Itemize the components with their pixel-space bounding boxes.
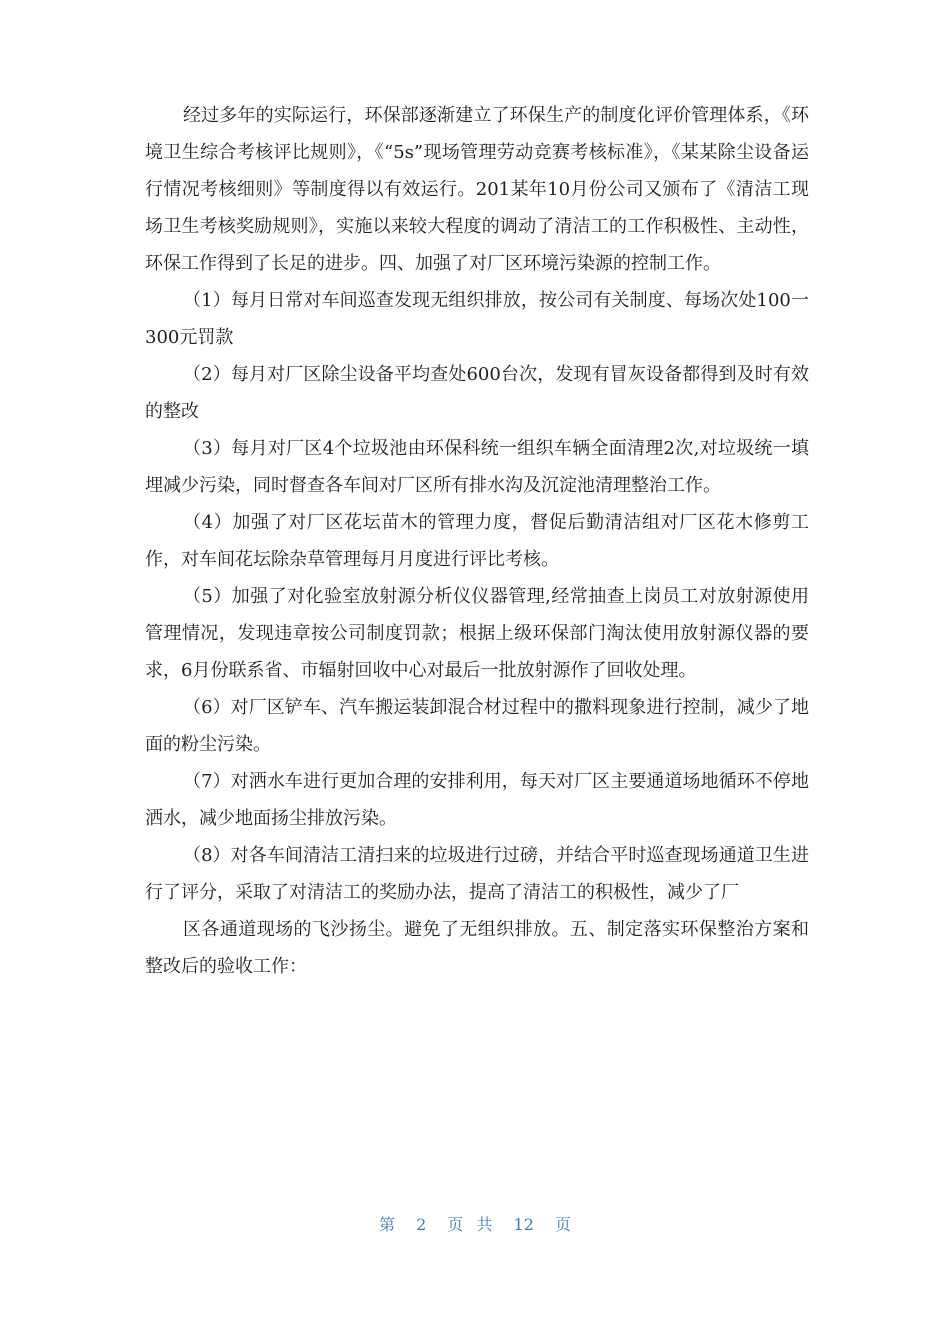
paragraph-item-7: （7）对洒水车进行更加合理的安排利用，每天对厂区主要通道场地循环不停地洒水，减少地面扬尘排放污染。 <box>145 771 809 829</box>
paragraph-item-3: （3）每月对厂区4个垃圾池由环保科统一组织车辆全面清理2次,对垃圾统一填埋减少污染，同时督查各车间对厂区所有排水沟及沉淀池清理整治工作。 <box>145 438 809 496</box>
paragraph-item-8: （8）对各车间清洁工清扫来的垃圾进行过磅，并结合平时巡查现场通道卫生进行了评分，采取了对清洁工的奖励办法，提高了清洁工的积极性，减少了厂 <box>145 845 809 903</box>
footer-label-end: 页 <box>555 1215 572 1234</box>
document-body <box>145 97 809 985</box>
footer-current-page: 2 <box>416 1215 427 1234</box>
paragraph-item-2: （2）每月对厂区除尘设备平均查处600台次，发现有冒灰设备都得到及时有效的整改 <box>145 364 809 422</box>
footer-label-of-total: 页 共 <box>447 1215 493 1234</box>
footer-total-pages: 12 <box>513 1215 534 1234</box>
page-footer <box>0 1212 950 1235</box>
paragraph-intro: 经过多年的实际运行，环保部逐渐建立了环保生产的制度化评价管理体系，《环境卫生综合考核评比规则》，《“5s”现场管理劳动竞赛考核标准》，《某某除尘设备运行情况考核细则》等制度得以有效运行。201某年10月份公司又颁布了《清洁工现场卫生考核奖励规则》，实施以来较大程度的调动了清洁工的工作积极性、主动性，环保工作得到了长足的进步。四、加强了对厂区环境污染源的控制工作。 <box>145 105 809 274</box>
paragraph-item-5: （5）加强了对化验室放射源分析仪仪器管理,经常抽查上岗员工对放射源使用管理情况，发现违章按公司制度罚款；根据上级环保部门淘汰使用放射源仪器的要求，6月份联系省、市辐射回收中心对最后一批放射源作了回收处理。 <box>145 586 809 681</box>
paragraph-item-6: （6）对厂区铲车、汽车搬运装卸混合材过程中的撒料现象进行控制，减少了地面的粉尘污染。 <box>145 697 809 755</box>
paragraph-item-4: （4）加强了对厂区花坛苗木的管理力度，督促后勤清洁组对厂区花木修剪工作，对车间花坛除杂草管理每月月度进行评比考核。 <box>145 512 809 570</box>
paragraph-item-1: （1）每月日常对车间巡查发现无组织排放，按公司有关制度、每场次处100一300元罚款 <box>145 290 809 348</box>
footer-label-page: 第 <box>378 1215 395 1234</box>
paragraph-section-five: 区各通道现场的飞沙扬尘。避免了无组织排放。五、制定落实环保整治方案和整改后的验收工作： <box>145 919 809 977</box>
